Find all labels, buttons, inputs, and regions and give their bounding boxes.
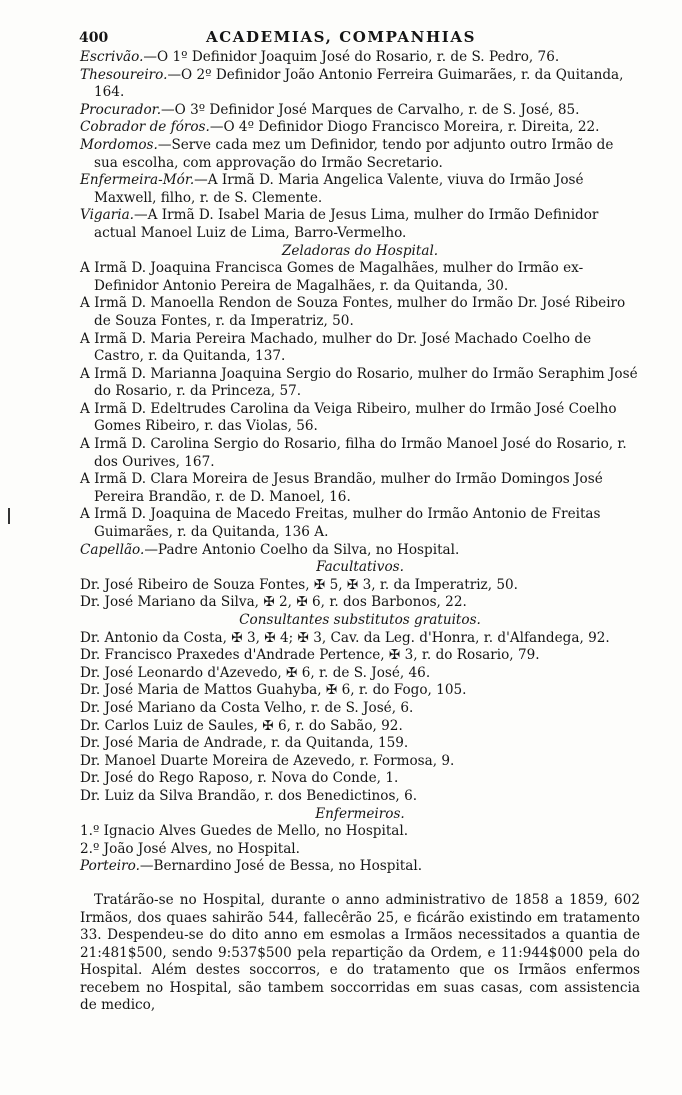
officer-entry-escrivao xyxy=(80,49,640,67)
page-body xyxy=(80,49,640,1015)
section-heading-facultativos: Facultativos. xyxy=(316,559,404,576)
officer-label: Cobrador de fóros. xyxy=(80,119,210,136)
closing-paragraph: Tratárão-se no Hospital, durante o anno administrativo de 1858 a 1859, 602 Irmãos, dos quaes sahirão 544, fallecêrão 25, e ficárão existindo em tratamento 33. Despendeu-se do dito anno em esmolas a Irmãos necessitados a quantia de 21:481$500, sendo 9:537$500 pela repartição da Ordem, e 11:944$000 pela do Hospital. Além destes soccorros, e do tratamento que os Irmãos enfermos recebem no Hospital, são tambem soccorridas em suas casas, com assistencia de medico, xyxy=(80,891,640,1014)
officer-entry-vigaria xyxy=(80,207,640,242)
consultante-item: Dr. José do Rego Raposo, r. Nova do Conde, 1. xyxy=(80,770,399,787)
officer-label: Procurador. xyxy=(80,101,162,118)
consultante-item: Dr. Francisco Praxedes d'Andrade Pertence, ✠ 3, r. do Rosario, 79. xyxy=(80,647,540,664)
capellao-entry xyxy=(80,542,640,560)
facultativo-item: Dr. José Ribeiro de Souza Fontes, ✠ 5, ✠ 3, r. da Imperatriz, 50. xyxy=(80,576,518,593)
facultativo-item: Dr. José Mariano da Silva, ✠ 2, ✠ 6, r. dos Barbonos, 22. xyxy=(80,594,467,611)
zeladora-item: A Irmã D. Joaquina Francisca Gomes de Magalhães, mulher do Irmão ex-Definidor Antonio Pereira de Magalhães, r. da Quitanda, 30. xyxy=(80,260,584,294)
consultante-item: Dr. Manoel Duarte Moreira de Azevedo, r. Formosa, 9. xyxy=(80,752,455,769)
officer-text: —O 2º Definidor João Antonio Ferreira Guimarães, r. da Quitanda, 164. xyxy=(94,66,624,101)
consultante-item: Dr. Luiz da Silva Brandão, r. dos Benedictinos, 6. xyxy=(80,787,418,804)
porteiro-text: —Bernardino José de Bessa, no Hospital. xyxy=(139,858,423,875)
zeladora-item: A Irmã D. Manoella Rendon de Souza Fontes, mulher do Irmão Dr. José Ribeiro de Souza Fontes, r. da Imperatriz, 50. xyxy=(80,295,626,329)
officer-entry-procurador xyxy=(80,102,640,120)
zeladora-item: A Irmã D. Carolina Sergio do Rosario, filha do Irmão Manoel José do Rosario, r. dos Ourives, 167. xyxy=(80,436,627,470)
consultante-item: Dr. Antonio da Costa, ✠ 3, ✠ 4; ✠ 3, Cav. da Leg. d'Honra, r. d'Alfandega, 92. xyxy=(80,629,610,646)
porteiro-entry xyxy=(80,858,640,876)
consultante-item: Dr. José Maria de Andrade, r. da Quitanda, 159. xyxy=(80,735,409,752)
enfermeiro-item: 1.º Ignacio Alves Guedes de Mello, no Hospital. xyxy=(80,823,409,840)
consultante-item: Dr. José Maria de Mattos Guahyba, ✠ 6, r. do Fogo, 105. xyxy=(80,682,467,699)
officer-text: —A Irmã D. Isabel Maria de Jesus Lima, mulher do Irmão Definidor actual Manoel Luiz de Lima, Barro-Vermelho. xyxy=(94,207,599,241)
page-header xyxy=(0,26,682,50)
zeladora-item: A Irmã D. Marianna Joaquina Sergio do Rosario, mulher do Irmão Seraphim José do Rosario, r. da Princeza, 57. xyxy=(80,365,638,400)
section-heading-zeladoras: Zeladoras do Hospital. xyxy=(281,242,439,259)
consultante-item: Dr. José Mariano da Costa Velho, r. de S. José, 6. xyxy=(80,699,414,716)
page-number: 400 xyxy=(79,30,109,46)
officer-label: Escrivão. xyxy=(80,49,144,65)
officer-entry-thesoureiro xyxy=(80,67,640,102)
zeladora-item: A Irmã D. Joaquina de Macedo Freitas, mulher do Irmão Antonio de Freitas Guimarães, r. da Quitanda, 136 A. xyxy=(80,506,601,541)
officer-label: Vigaria. xyxy=(80,207,135,224)
officer-text: —A Irmã D. Maria Angelica Valente, viuva do Irmão José Maxwell, filho, r. de S. Clemente. xyxy=(94,172,584,206)
section-heading-consultantes: Consultantes substitutos gratuitos. xyxy=(239,612,481,628)
zeladora-item: A Irmã D. Maria Pereira Machado, mulher do Dr. José Machado Coelho de Castro, r. da Quitanda, 137. xyxy=(80,330,592,365)
zeladora-item: A Irmã D. Clara Moreira de Jesus Brandão, mulher do Irmão Domingos José Pereira Brandão, r. de D. Manoel, 16. xyxy=(80,471,603,505)
officer-text: —O 1º Definidor Joaquim José do Rosario, r. de S. Pedro, 76. xyxy=(143,49,560,65)
enfermeiro-item: 2.º João José Alves, no Hospital. xyxy=(80,840,300,857)
consultante-item: Dr. Carlos Luiz de Saules, ✠ 6, r. do Sabão, 92. xyxy=(80,717,403,734)
margin-mark xyxy=(8,508,10,524)
officer-entry-mordomos xyxy=(80,137,640,172)
porteiro-label: Porteiro. xyxy=(80,858,140,875)
officer-text: —O 3º Definidor José Marques de Carvalho, r. de S. José, 85. xyxy=(161,101,580,118)
officer-label: Mordomos. xyxy=(80,136,158,153)
zeladora-item: A Irmã D. Edeltrudes Carolina da Veiga Ribeiro, mulher do Irmão José Coelho Gomes Ribeiro, r. das Violas, 56. xyxy=(80,400,617,435)
section-heading-enfermeiros: Enfermeiros. xyxy=(315,805,405,822)
officer-entry-cobrador xyxy=(80,119,640,137)
officer-text: —O 4º Definidor Diogo Francisco Moreira, r. Direita, 22. xyxy=(209,119,600,136)
running-title: ACADEMIAS, COMPANHIAS xyxy=(205,28,477,46)
capellao-label: Capellão. xyxy=(80,541,145,558)
officer-label: Enfermeira-Mór. xyxy=(80,172,195,189)
officer-entry-enfermeira-mor xyxy=(80,172,640,207)
officer-label: Thesoureiro. xyxy=(80,66,168,83)
officer-text: —Serve cada mez um Definidor, tendo por adjunto outro Irmão de sua escolha, com approvação do Irmão Secretario. xyxy=(94,136,614,171)
capellao-text: —Padre Antonio Coelho da Silva, no Hospital. xyxy=(144,541,460,558)
consultante-item: Dr. José Leonardo d'Azevedo, ✠ 6, r. de S. José, 46. xyxy=(80,664,431,681)
